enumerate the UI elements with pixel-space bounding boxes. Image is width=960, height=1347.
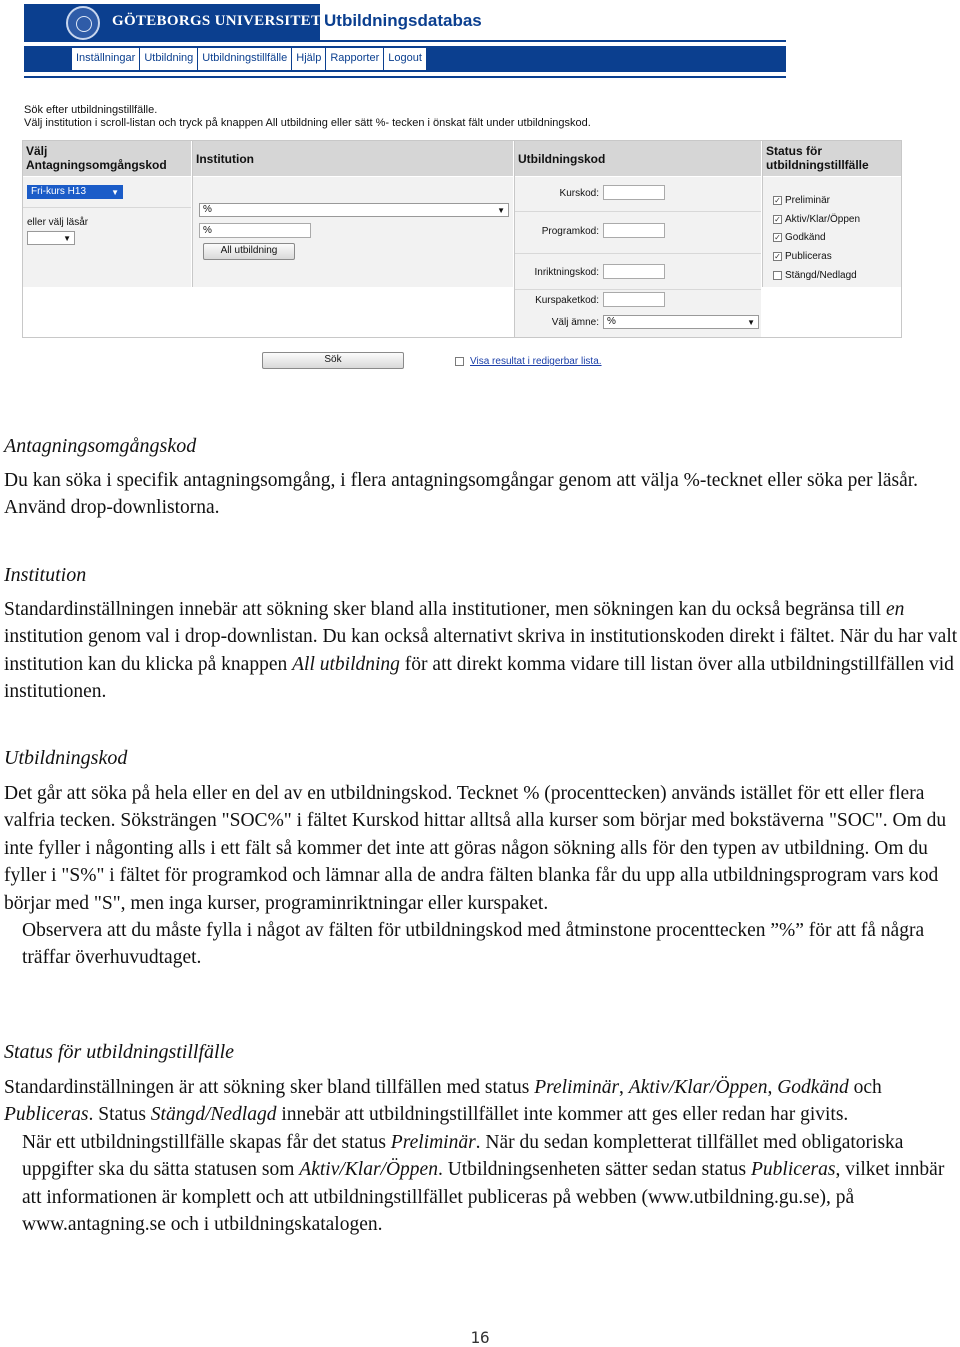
para-utbildningskod-text2: Observera att du måste fylla i något av fälten för utbildningskod med åtminstone procenttecken ”%” för att få några träffar överhuvudtaget.: [22, 920, 925, 969]
row-divider: [515, 289, 761, 290]
inriktningskod-input[interactable]: [603, 264, 665, 279]
kurskod-input[interactable]: [603, 185, 665, 200]
text-span: När ett utbildningstillfälle skapas får det status: [22, 1131, 391, 1153]
search-button[interactable]: Sök: [262, 352, 404, 369]
text-span: . När du sedan kompletterat tillfället med obligatoriska uppgifter ska du sätta statusen som: [22, 1131, 904, 1181]
status-label-publiceras: Publiceras: [785, 251, 832, 262]
amne-label: Välj ämne:: [551, 317, 599, 328]
university-banner: [24, 4, 320, 42]
emphasis: Aktiv/Klar/Öppen: [299, 1159, 438, 1181]
kurskod-label: Kurskod:: [559, 188, 599, 199]
col4-heading-line1: Status för: [766, 144, 823, 158]
chevron-down-icon: ▼: [747, 318, 755, 327]
university-name: GÖTEBORGS UNIVERSITET: [112, 13, 322, 29]
row-divider: [515, 253, 761, 254]
col-heading-admission: [23, 141, 191, 176]
editable-list-checkbox[interactable]: [455, 357, 464, 366]
chevron-down-icon: ▼: [63, 234, 71, 243]
search-form: [22, 140, 902, 338]
emphasis: Stängd/Nedlagd: [150, 1104, 277, 1126]
nav-installningar[interactable]: Inställningar: [72, 48, 140, 70]
status-checkbox-preliminar[interactable]: ✓: [774, 196, 781, 205]
col3-heading: Utbildningskod: [518, 152, 606, 166]
app-title: Utbildningsdatabas: [324, 11, 482, 30]
text-span: för att direkt komma vidare till listan över alla utbildningstillfällen vid institutionen.: [4, 653, 954, 703]
text-span: Standardinställningen innebär att sökning sker bland alla institutioner, men sökningen kan du också begränsa till: [4, 599, 886, 620]
instruction-line-2: Välj institution i scroll-listan och tryck på knappen All utbildning eller sätt %- tecken i önskat fält under utbildningskod.: [24, 117, 591, 129]
instruction-line-1: Sök efter utbildningstillfälle.: [24, 104, 158, 116]
status-checkbox-publiceras[interactable]: ✓: [774, 252, 781, 261]
text-span: . Utbildningsenheten sätter sedan status: [437, 1159, 751, 1181]
chevron-down-icon: ▼: [111, 188, 119, 197]
institution-select[interactable]: [199, 203, 509, 217]
emphasis: Publiceras: [750, 1159, 836, 1181]
heading-status: Status för utbildningstillfälle: [4, 1041, 235, 1063]
text-span: innebär att utbildningstillfället inte kommer att ges eller redan har givits.: [276, 1104, 849, 1126]
kurspaketkod-input[interactable]: [603, 292, 665, 307]
col1-divider: [23, 207, 191, 208]
emphasis: en: [885, 599, 905, 620]
row-divider: [515, 211, 761, 212]
col-heading-institution: [193, 141, 513, 176]
academic-year-label: eller välj läsår: [27, 217, 89, 228]
university-seal-logo: [66, 6, 100, 40]
col1-heading-line2: Antagningsomgångskod: [26, 158, 167, 172]
text-span: Standardinställningen är att sökning sker bland tillfällen med status: [4, 1077, 535, 1098]
para-utbildningskod: [4, 780, 958, 972]
nav-utbildning[interactable]: Utbildning: [140, 48, 198, 70]
amne-value: %: [607, 316, 616, 327]
para-institution: [4, 596, 958, 706]
heading-antagningsomgangskod: Antagningsomgångskod: [4, 435, 197, 457]
academic-year-select[interactable]: [27, 231, 75, 245]
programkod-label: Programkod:: [541, 226, 599, 237]
emphasis: Aktiv/Klar/Öppen: [628, 1077, 768, 1098]
col4-heading-line2: utbildningstillfälle: [766, 158, 869, 172]
emphasis: Preliminär: [390, 1131, 476, 1153]
status-checkbox-aktiv[interactable]: ✓: [774, 215, 781, 224]
status-label-aktiv: Aktiv/Klar/Öppen: [785, 214, 861, 225]
text-span: och: [848, 1077, 882, 1098]
inriktningskod-label: Inriktningskod:: [534, 267, 599, 278]
col1-heading-line1: Välj: [26, 144, 48, 158]
para-antagning-text: Du kan söka i specifik antagningsomgång, i flera antagningsomgångar genom att välja %-tecknet eller söka per läsår. Använd drop-downlistorna.: [4, 470, 919, 519]
status-label-preliminar: Preliminär: [785, 195, 831, 206]
institution-select-value: %: [203, 204, 212, 215]
status-label-godkand: Godkänd: [785, 232, 826, 243]
programkod-input[interactable]: [603, 223, 665, 238]
col-body-institution: [193, 177, 513, 287]
admission-round-select[interactable]: [27, 185, 123, 199]
header-divider: [320, 40, 786, 42]
text-span: , vilket innbär att informationen är komplett och att utbildningstillfället publiceras på webben (www.utbildning.gu.se), på www.antagning.se och i utbildningskatalogen.: [22, 1159, 945, 1236]
col-body-admission: [23, 177, 191, 287]
nav-utbildningstillfalle[interactable]: Utbildningstillfälle: [198, 48, 292, 70]
page-number: 16: [470, 1328, 490, 1347]
para-status: [4, 1074, 958, 1238]
col2-heading: Institution: [196, 152, 254, 166]
institution-input[interactable]: %: [199, 223, 311, 238]
admission-round-value: Fri-kurs H13: [31, 186, 87, 197]
chevron-down-icon: ▼: [497, 206, 505, 215]
status-checkbox-stangd[interactable]: [773, 271, 782, 280]
text-span: ,: [767, 1077, 778, 1098]
editable-list-link[interactable]: Visa resultat i redigerbar lista.: [470, 356, 602, 367]
text-span: ,: [619, 1077, 629, 1098]
nav-rapporter[interactable]: Rapporter: [326, 48, 384, 70]
nav-logout[interactable]: Logout: [388, 52, 422, 64]
heading-utbildningskod: Utbildningskod: [4, 747, 128, 769]
amne-select[interactable]: [603, 315, 759, 329]
para-utbildningskod-text: Det går att söka på hela eller en del av en utbildningskod. Tecknet % (procenttecken) används istället för ett eller flera valfria tecken. Söksträngen "SOC%" i fältet Kurskod hittar alltså alla kurser som börjar med bokstäverna "SOC". Om du inte fyller i någonting alls i ett fält så kommer det inte att göras någon sökning alls för den typen av utbildning. Om du fyller i "S%" i fältet för programkod och lämnar alla de andra fälten blanka får du upp alla utbildningsprogram vars kod börjar med "S", men inga kurser, programinriktningar eller kurspaket.: [4, 783, 947, 914]
all-utbildning-button[interactable]: All utbildning: [203, 243, 295, 260]
emphasis: Preliminär: [534, 1077, 620, 1098]
status-checkbox-godkand[interactable]: ✓: [774, 233, 781, 242]
emphasis: Publiceras: [4, 1104, 89, 1126]
emphasis: Godkänd: [777, 1077, 849, 1098]
para-antagning: [4, 467, 958, 522]
col-body-education-code: [515, 177, 761, 337]
app-header: [24, 4, 786, 80]
nav-hjalp[interactable]: Hjälp: [292, 48, 326, 70]
kurspaketkod-label: Kurspaketkod:: [535, 295, 599, 306]
col-heading-education-code: [515, 141, 761, 176]
nav-items: [72, 48, 426, 70]
col-heading-status: [763, 141, 901, 176]
text-span: . Status: [88, 1104, 151, 1126]
main-nav: [24, 46, 786, 72]
nav-divider: [24, 76, 786, 78]
heading-institution: Institution: [4, 564, 87, 586]
status-label-stangd: Stängd/Nedlagd: [785, 270, 857, 281]
emphasis: All utbildning: [292, 653, 400, 675]
text-span: institution genom val i drop-downlistan. Du kan också alternativt skriva in institutionskoden direkt i fältet. När du har valt institution kan du klicka på knappen: [4, 626, 958, 675]
col-body-status: [763, 177, 901, 287]
